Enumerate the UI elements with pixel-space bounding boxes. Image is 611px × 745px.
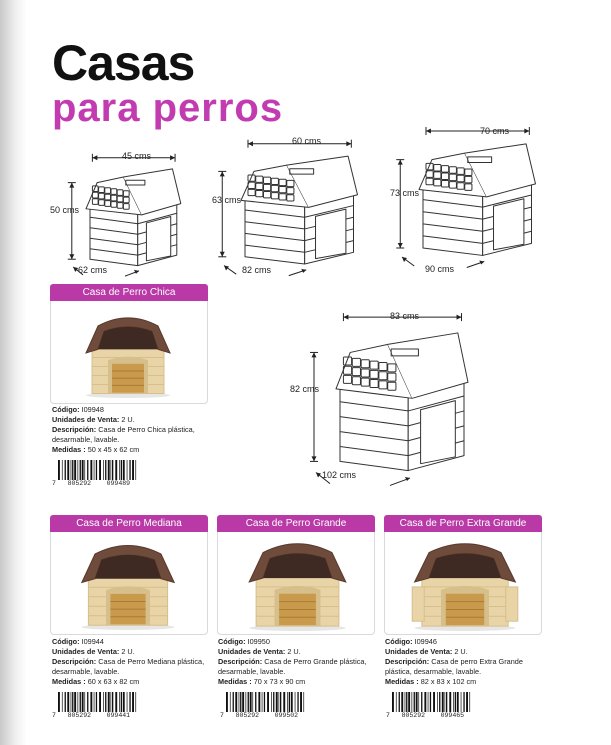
dim-width-small: 45 cms: [122, 151, 152, 161]
doghouse-diagram-small: [62, 150, 202, 280]
product-title-grande: Casa de Perro Grande: [217, 515, 375, 532]
product-info-extra-grande: Código: I09946 Unidades de Venta: 2 U. Descripción: Casa de perro Extra Grande plástica, desarmable, lavable. Medidas : 82 x 83 x 102 cm: [385, 637, 523, 686]
product-title-mediana: Casa de Perro Mediana: [50, 515, 208, 532]
doghouse-photo-grande: [240, 533, 355, 631]
page-edge-shadow: [0, 0, 26, 745]
barcode-number-chica: 7 805292 099489: [52, 480, 131, 487]
dim-depth-large: 90 cms: [425, 264, 455, 274]
product-info-grande: Código: I09950 Unidades de Venta: 2 U. Descripción: Casa de Perro Grande plástica, desarmable, lavable. Medidas : 70 x 73 x 90 cm: [218, 637, 367, 686]
barcode-number-extra-grande: 7 805292 099465: [386, 712, 465, 719]
dim-height-large: 73 cms: [390, 188, 420, 198]
dim-depth-xl: 102 cms: [322, 470, 357, 480]
doghouse-diagram-xl: [300, 306, 500, 491]
dim-depth-small: 62 cms: [78, 265, 108, 275]
product-units: 2 U.: [121, 415, 135, 424]
dim-depth-medium: 82 cms: [242, 265, 272, 275]
product-measures: 50 x 45 x 62 cm: [87, 445, 140, 454]
doghouse-photo-mediana: [73, 535, 183, 630]
product-code: I09948: [81, 405, 104, 414]
product-info-mediana: Código: I09944 Unidades de Venta: 2 U. Descripción: Casa de Perro Mediana plástica, desarmable, lavable. Medidas : 60 x 63 x 82 cm: [52, 637, 205, 686]
doghouse-diagram-medium: [210, 135, 385, 280]
dim-height-medium: 63 cms: [212, 195, 242, 205]
dim-width-xl: 83 cms: [390, 311, 420, 321]
barcode-number-grande: 7 805292 099502: [220, 712, 299, 719]
doghouse-photo-chica: [78, 308, 178, 398]
barcode-extra-grande: [392, 692, 470, 712]
product-title-chica: Casa de Perro Chica: [50, 284, 208, 301]
page-title: Casas: [52, 35, 195, 91]
dim-height-small: 50 cms: [50, 205, 80, 215]
dim-width-medium: 60 cms: [292, 136, 322, 146]
dim-height-xl: 82 cms: [290, 384, 320, 394]
barcode-number-mediana: 7 805292 099441: [52, 712, 131, 719]
product-description: Casa de Perro Chica plástica, desarmable, lavable.: [52, 425, 195, 444]
page-subtitle: para perros: [52, 86, 284, 130]
dim-width-large: 70 cms: [480, 126, 510, 136]
doghouse-photo-extra-grande: [405, 533, 525, 631]
product-title-extra-grande: Casa de Perro Extra Grande: [384, 515, 542, 532]
barcode-chica: [58, 460, 136, 480]
product-info-chica: Código: I09948 Unidades de Venta: 2 U. Descripción: Casa de Perro Chica plástica, desarmable, lavable. Medidas : 50 x 45 x 62 cm: [52, 405, 195, 454]
barcode-grande: [226, 692, 304, 712]
barcode-mediana: [58, 692, 136, 712]
